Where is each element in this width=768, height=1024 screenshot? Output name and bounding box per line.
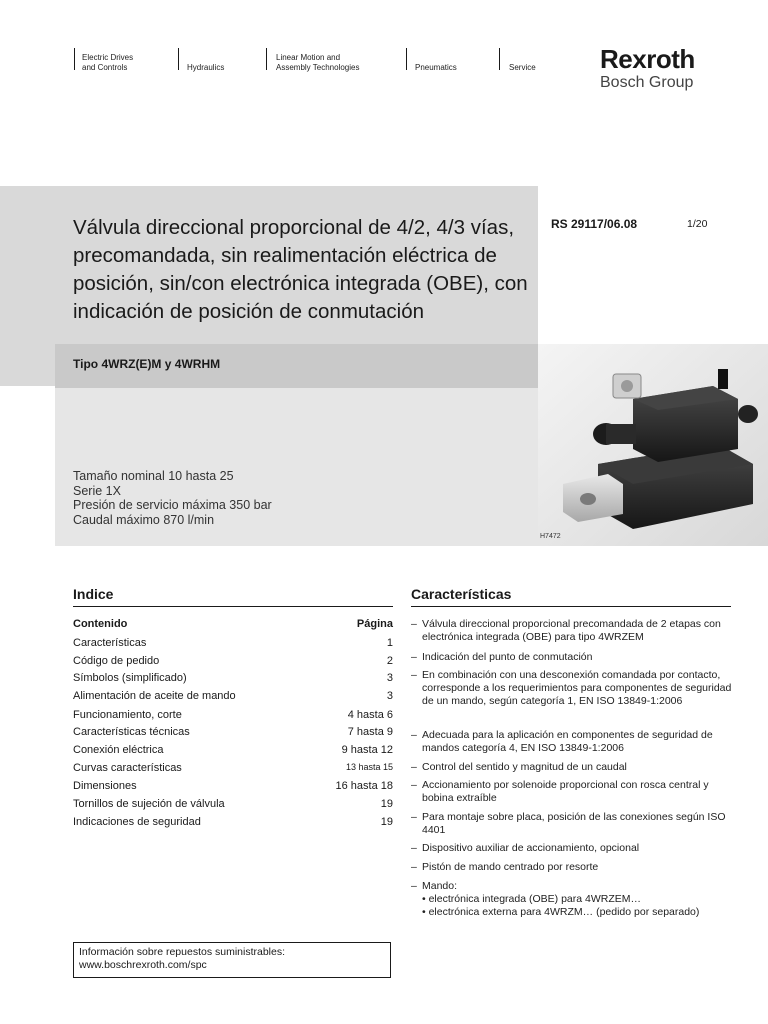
index-row-page: 3 <box>386 672 393 684</box>
feature-text: Válvula direccional proporcional precomandada de 2 etapas con electrónica integrada (OBE) para tipo 4WRZEM <box>422 618 721 643</box>
brand-group: Bosch Group <box>600 74 694 91</box>
index-col-content: Contenido <box>73 618 128 630</box>
nav-linear-motion[interactable]: Linear Motion and Assembly Technologies <box>276 53 360 72</box>
index-row-page: 1 <box>386 637 393 649</box>
nav-divider <box>499 48 500 70</box>
index-row-page: 13 hasta 15 <box>345 762 393 772</box>
index-col-page: Página <box>356 618 393 630</box>
features-rule <box>411 606 731 607</box>
index-row-page: 4 hasta 6 <box>347 709 393 721</box>
feature-sub-item: • electrónica integrada (OBE) para 4WRZEM… <box>422 893 642 905</box>
spec-item: Tamaño nominal 10 hasta 25 <box>73 469 234 483</box>
index-title: Indice <box>73 586 114 602</box>
nav-divider <box>406 48 407 70</box>
feature-text: Adecuada para la aplicación en componentes de seguridad de mandos categoría 4, EN ISO 13849-1:2006 <box>422 729 713 754</box>
spec-item: Caudal máximo 870 l/min <box>73 512 215 527</box>
dash-glyph: – <box>411 779 417 791</box>
info-link[interactable]: www.boschrexroth.com/spc <box>79 959 207 971</box>
index-row-label: Alimentación de aceite de mando <box>73 690 236 702</box>
index-row <box>73 780 393 796</box>
dash-glyph: – <box>411 842 417 854</box>
index-row-label: Tornillos de sujeción de válvula <box>73 798 225 810</box>
feature-item <box>411 779 733 805</box>
dash-glyph: – <box>411 651 417 663</box>
document-code: RS 29117/06.08 <box>551 217 638 231</box>
index-row <box>73 816 393 832</box>
features-title: Características <box>411 586 512 602</box>
feature-item <box>411 842 733 855</box>
nav-service[interactable]: Service <box>509 63 536 72</box>
index-row <box>73 690 393 706</box>
feature-text: Pistón de mando centrado por resorte <box>422 861 599 873</box>
spare-parts-info <box>73 942 391 978</box>
spec-list <box>73 469 272 527</box>
feature-text: En combinación con una desconexión comandada por contacto, corresponde a los requerimientos para componentes de seguridad de un mando, según categoría 1, EN ISO 13849-1:2006 <box>422 669 732 707</box>
product-type: Tipo 4WRZ(E)M y 4WRHM <box>73 357 221 371</box>
index-row-label: Funcionamiento, corte <box>73 709 182 721</box>
index-row <box>73 744 393 760</box>
index-row <box>73 655 393 671</box>
document-title: Válvula direccional proporcional de 4/2, 4/3 vías, precomandada, sin realimentación eléctrica de posición, sin/con electrónica integrada (OBE), con indicación de posición de conmutación <box>73 216 528 323</box>
index-row-label: Características técnicas <box>73 726 190 738</box>
page-number: 1/20 <box>687 218 708 230</box>
feature-text: Accionamiento por solenoide proporcional con rosca central y bobina extraíble <box>422 779 709 804</box>
index-row <box>73 798 393 814</box>
index-row-page: 16 hasta 18 <box>335 780 393 792</box>
nav-divider <box>266 48 267 70</box>
dash-glyph: – <box>411 761 417 773</box>
dash-glyph: – <box>411 669 417 681</box>
feature-item <box>411 729 733 755</box>
index-row-page: 19 <box>380 816 393 828</box>
index-row-label: Símbolos (simplificado) <box>73 672 187 684</box>
feature-item <box>411 618 733 644</box>
feature-item <box>411 811 733 837</box>
brand-logo: Rexroth <box>600 44 695 74</box>
nav-pneumatics[interactable]: Pneumatics <box>415 63 457 72</box>
index-row-page: 9 hasta 12 <box>341 744 393 756</box>
dash-glyph: – <box>411 618 417 630</box>
index-row-label: Características <box>73 637 147 649</box>
info-line: Información sobre repuestos suministrables: <box>79 946 286 958</box>
feature-item <box>411 651 733 664</box>
index-row-page: 19 <box>380 798 393 810</box>
index-row-label: Dimensiones <box>73 780 137 792</box>
feature-item <box>411 880 733 919</box>
photo-reference: H7472 <box>540 533 561 540</box>
index-row <box>73 726 393 742</box>
index-row-page: 7 hasta 9 <box>347 726 393 738</box>
feature-item <box>411 669 733 708</box>
dash-glyph: – <box>411 880 417 892</box>
index-row-label: Indicaciones de seguridad <box>73 816 201 828</box>
nav-electric-drives[interactable]: Electric Drives and Controls <box>82 53 134 72</box>
nav-hydraulics[interactable]: Hydraulics <box>187 63 225 72</box>
feature-item <box>411 761 733 774</box>
feature-text: Control del sentido y magnitud de un caudal <box>422 761 627 773</box>
index-row <box>73 672 393 688</box>
index-row <box>73 709 393 725</box>
feature-sub-item: • electrónica externa para 4WRZM… (pedido por separado) <box>422 906 700 918</box>
index-row <box>73 762 393 778</box>
nav-divider <box>178 48 179 70</box>
index-row-page: 2 <box>386 655 393 667</box>
spec-item: Serie 1X <box>73 483 121 498</box>
index-row-page: 3 <box>386 690 393 702</box>
feature-text: Mando: <box>422 880 458 892</box>
index-rule <box>73 606 393 607</box>
feature-text: Dispositivo auxiliar de accionamiento, opcional <box>422 842 640 854</box>
dash-glyph: – <box>411 811 417 823</box>
dash-glyph: – <box>411 729 417 741</box>
product-photo <box>538 344 768 546</box>
feature-text: Indicación del punto de conmutación <box>422 651 593 663</box>
spec-item: Presión de servicio máxima 350 bar <box>73 498 272 512</box>
index-row-label: Curvas características <box>73 762 182 774</box>
index-row-label: Código de pedido <box>73 655 160 667</box>
index-row-label: Conexión eléctrica <box>73 744 164 756</box>
feature-text: Para montaje sobre placa, posición de las conexiones según ISO 4401 <box>422 811 726 836</box>
dash-glyph: – <box>411 861 417 873</box>
index-row <box>73 637 393 653</box>
feature-item <box>411 861 733 874</box>
index-header <box>73 618 393 634</box>
nav-divider <box>74 48 75 70</box>
